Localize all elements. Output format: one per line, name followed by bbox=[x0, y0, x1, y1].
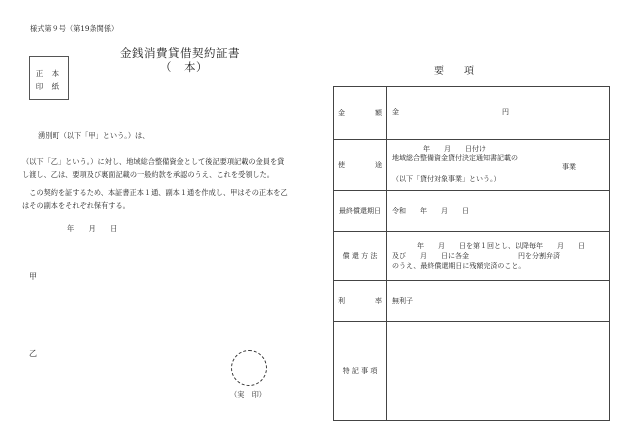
document-title: 金銭消費貸借契約証書 bbox=[120, 46, 240, 60]
amount-prefix: 金 bbox=[392, 108, 399, 116]
stamp-label-line2: 印 紙 bbox=[35, 82, 63, 91]
purpose-line3: 事業 bbox=[562, 163, 576, 171]
purpose-value bbox=[387, 140, 610, 191]
special-label: 特 記 事 項 bbox=[334, 322, 387, 421]
row-rate bbox=[334, 281, 610, 322]
amount-value bbox=[387, 87, 610, 140]
body-line-5: はその副本をそれぞれ保有する。 bbox=[22, 201, 130, 210]
seal-label: （実 印） bbox=[230, 390, 266, 399]
rate-label: 利 率 bbox=[334, 281, 387, 322]
repay-line1: 年 月 日を第１回とし、以降毎年 月 日 bbox=[417, 242, 585, 250]
row-deadline bbox=[334, 191, 610, 232]
purpose-line2: 地域総合整備資金貸付決定通知書記載の bbox=[392, 154, 518, 162]
row-repayment bbox=[334, 232, 610, 281]
terms-table bbox=[333, 86, 610, 421]
deadline-value: 令和 年 月 日 bbox=[387, 191, 610, 232]
body-line-3: し渡し、乙は、要項及び裏面記載の一般約款を承認のうえ、これを受領した。 bbox=[22, 170, 274, 179]
body-line-4: この契約を証するため、本証書正本１通、副本１通を作成し、甲はその正本を乙 bbox=[22, 188, 288, 197]
copy-type: （ 本） bbox=[160, 60, 208, 74]
amount-label: 金 額 bbox=[334, 87, 387, 140]
body-line-2: （以下「乙」という。）に対し、地域総合整備資金として後記要項記載の金員を貸 bbox=[22, 157, 285, 166]
form-number: 様式第９号（第19条関係） bbox=[30, 24, 119, 33]
terms-heading: 要 項 bbox=[434, 66, 474, 77]
repay-line2: 及び 月 日に各金 円を分割弁済 bbox=[392, 252, 560, 260]
rate-value: 無利子 bbox=[387, 281, 610, 322]
party-a-label: 甲 bbox=[29, 272, 37, 281]
body-line-1: 湧別町（以下「甲」という。）は、 bbox=[38, 131, 150, 140]
purpose-line4: （以下「貸付対象事業」という。） bbox=[392, 175, 501, 183]
special-value bbox=[387, 322, 610, 421]
stamp-label-line1: 正 本 bbox=[35, 69, 63, 78]
repay-label: 償 還 方 法 bbox=[334, 232, 387, 281]
amount-unit: 円 bbox=[502, 108, 509, 116]
seal-circle bbox=[231, 350, 267, 386]
repay-value bbox=[387, 232, 610, 281]
purpose-label: 使 途 bbox=[334, 140, 387, 191]
row-special bbox=[334, 322, 610, 421]
contract-date: 年 月 日 bbox=[67, 224, 118, 233]
party-b-label: 乙 bbox=[29, 349, 37, 358]
row-amount bbox=[334, 87, 610, 140]
row-purpose bbox=[334, 140, 610, 191]
revenue-stamp-box bbox=[29, 56, 69, 100]
purpose-line1: 年 月 日付け bbox=[423, 145, 486, 153]
deadline-label: 最終償還期日 bbox=[334, 191, 387, 232]
repay-line3: のうえ、最終償還期日に残額完済のこと。 bbox=[392, 262, 526, 270]
